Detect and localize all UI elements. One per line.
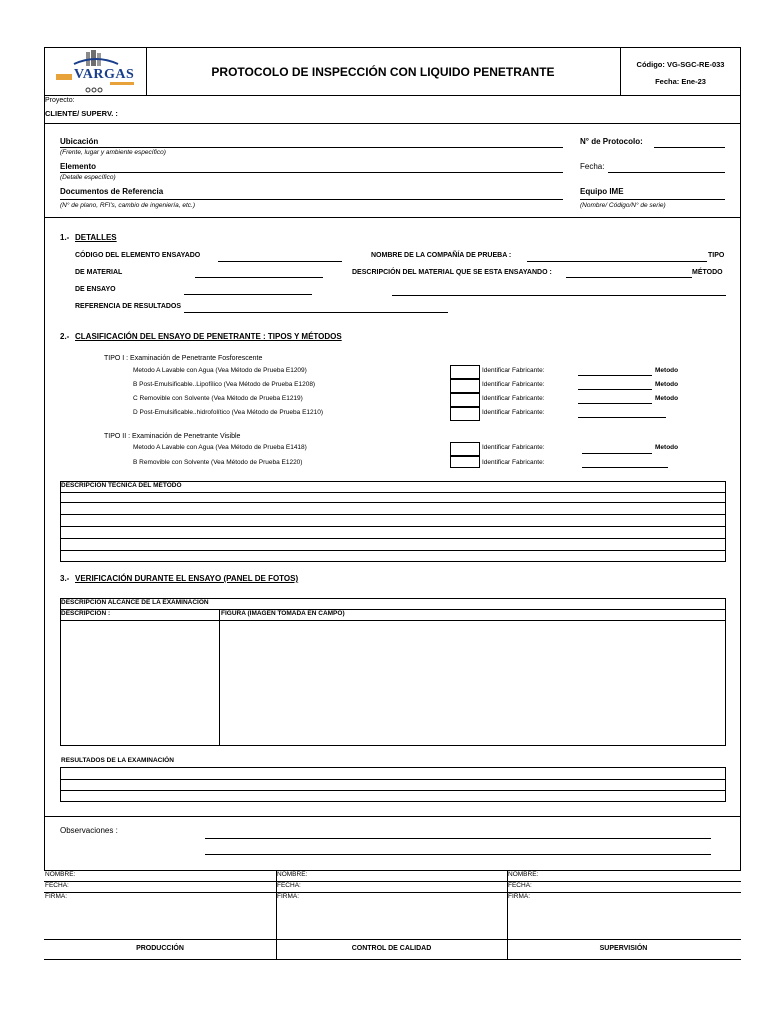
tipo1-method-d: D Post-Emulsificable..hidrofolítico (Vea Método de Prueba E1210) [133,409,324,416]
metodo-label-5: Metodo [655,444,679,451]
compania-field[interactable] [527,261,707,262]
fecha-label: Fecha: [580,162,605,171]
elemento-field[interactable] [60,172,563,173]
codigo-field[interactable] [218,261,342,262]
figura-area[interactable] [220,621,725,745]
supervision-fecha: FECHA: [508,882,532,889]
descripcion-area[interactable] [61,621,218,745]
tipo2-checkbox-a[interactable] [450,442,480,456]
observaciones-field-2[interactable] [205,854,711,855]
ubicacion-field[interactable] [60,147,563,148]
tipo-label: TIPO [708,252,725,259]
produccion-fecha: FECHA: [45,882,69,889]
tipo1-checkbox-b[interactable] [450,379,480,393]
role-control-calidad: CONTROL DE CALIDAD [351,945,432,952]
referencia-field[interactable] [184,312,448,313]
tipo1-label: TIPO I : Examinación de Penetrante Fosforescente [104,355,263,362]
identificar-label-6: Identificar Fabricante: [482,459,545,466]
calidad-firma-area[interactable] [277,903,506,938]
descripcion-col-label: DESCRIPCIÓN : [61,610,111,617]
calidad-firma: FIRMA: [277,893,300,900]
referencia-label: REFERENCIA DE RESULTADOS [75,303,182,310]
elemento-hint: (Detalle específico) [60,174,116,181]
produccion-firma: FIRMA: [45,893,68,900]
metodo-label-3: Metodo [655,395,679,402]
metodo-label: MÉTODO [692,269,723,276]
supervision-firma-area[interactable] [508,903,740,938]
documentos-field[interactable] [60,199,563,200]
produccion-firma-area[interactable] [45,903,275,938]
tipo1-checkbox-c[interactable] [450,393,480,407]
equipo-field[interactable] [580,199,725,200]
observaciones-field-1[interactable] [205,838,711,839]
metodo-ensayo-field[interactable] [184,294,312,295]
role-produccion: PRODUCCIÓN [136,945,184,952]
supervision-firma: FIRMA: [508,893,531,900]
tipo-material-field[interactable] [195,277,323,278]
metodo-label-1: Metodo [655,367,679,374]
protocolo-label: N° de Protocolo: [580,137,643,146]
tipo2-method-b: B Removible con Solvente (Vea Método de Prueba E1220) [133,459,303,466]
documentos-label: Documentos de Referencia [60,187,164,196]
section2-title: CLASIFICACIÓN DEL ENSAYO DE PENETRANTE : TIPOS Y MÉTODOS [75,332,342,341]
fabricante-field-1[interactable] [578,375,652,376]
supervision-nombre: NOMBRE: [508,871,539,878]
calidad-fecha: FECHA: [277,882,301,889]
role-supervision: SUPERVISIÓN [599,945,648,952]
company-logo [52,50,140,94]
tipo2-checkbox-b[interactable] [450,456,480,468]
observaciones-label: Observaciones : [60,826,118,835]
de-ensayo-label: DE ENSAYO [75,286,116,293]
fabricante-field-3[interactable] [578,403,652,404]
tipo1-method-c: C Removible con Solvente (Vea Método de Prueba E1219) [133,395,303,402]
metodo-label-2: Metodo [655,381,679,388]
fabricante-field-2[interactable] [578,389,652,390]
fabricante-field-5[interactable] [582,453,652,454]
resultados-label: RESULTADOS DE LA EXAMINACIÓN [61,757,174,764]
elemento-label: Elemento [60,162,97,171]
cliente-label: CLIENTE/ SUPERV. : [45,109,118,118]
identificar-label-1: Identificar Fabricante: [482,367,545,374]
proyecto-label: Proyecto: [45,97,75,104]
resultados-table[interactable] [60,767,726,802]
produccion-nombre: NOMBRE: [45,871,76,878]
protocolo-field[interactable] [654,147,725,148]
document-date: Fecha: Ene-23 [655,77,706,86]
document-code: Código: VG-SGC-RE-033 [636,60,725,69]
ubicacion-hint: (Frente, lugar y ambiente específico) [60,149,166,156]
logo-text: VARGAS [74,67,135,82]
descripcion-material-label: DESCRIPCIÓN DEL MATERIAL QUE SE ESTA ENSAYANDO : [352,269,552,276]
equipo-label: Equipo IME [580,187,624,196]
identificar-label-5: Identificar Fabricante: [482,444,545,451]
section2-number: 2.- [60,332,70,341]
identificar-label-2: Identificar Fabricante: [482,381,545,388]
identificar-label-3: Identificar Fabricante: [482,395,545,402]
descripcion-material-field[interactable] [566,277,692,278]
documentos-hint: (N° de plano, RFI's, cambio de ingeniería, etc.) [60,202,195,209]
extra-field[interactable] [392,295,726,296]
figura-col-label: FIGURA (IMAGEN TOMADA EN CAMPO) [221,610,345,617]
alcance-label: DESCRIPCIÓN ALCANCE DE LA EXAMINACIÓN [61,599,209,606]
section1-number: 1.- [60,233,70,242]
tipo1-method-a: Metodo A Lavable con Agua (Vea Método de Prueba E1209) [133,367,307,374]
tipo2-label: TIPO II : Examinación de Penetrante Visible [104,433,241,440]
fabricante-field-4[interactable] [578,417,666,418]
tipo1-checkbox-d[interactable] [450,407,480,421]
ubicacion-label: Ubicación [60,137,99,146]
fabricante-field-6[interactable] [582,467,668,468]
de-material-label: DE MATERIAL [75,269,123,276]
page-title: PROTOCOLO DE INSPECCIÓN CON LIQUIDO PENETRANTE [211,65,555,79]
calidad-nombre: NOMBRE: [277,871,308,878]
tipo1-method-b: B Post-Emulsificable..Lipofílico (Vea Método de Prueba E1208) [133,381,316,388]
tipo1-checkbox-a[interactable] [450,365,480,379]
codigo-label: CÓDIGO DEL ELEMENTO ENSAYADO [75,252,201,259]
descripcion-tecnica-label: DESCRIPCIÓN TÉCNICA DEL MÉTODO [61,482,182,489]
section3-title: VERIFICACIÓN DURANTE EL ENSAYO (PANEL DE FOTOS) [75,574,299,583]
section3-number: 3.- [60,574,70,583]
tipo2-method-a: Metodo A Lavable con Agua (Vea Método de Prueba E1418) [133,444,307,451]
fecha-field[interactable] [608,172,725,173]
identificar-label-4: Identificar Fabricante: [482,409,545,416]
equipo-hint: (Nombre/ Código/N° de serie) [580,202,666,209]
section1-title: DETALLES [75,233,117,242]
compania-label: NOMBRE DE LA COMPAÑÍA DE PRUEBA : [371,252,512,259]
